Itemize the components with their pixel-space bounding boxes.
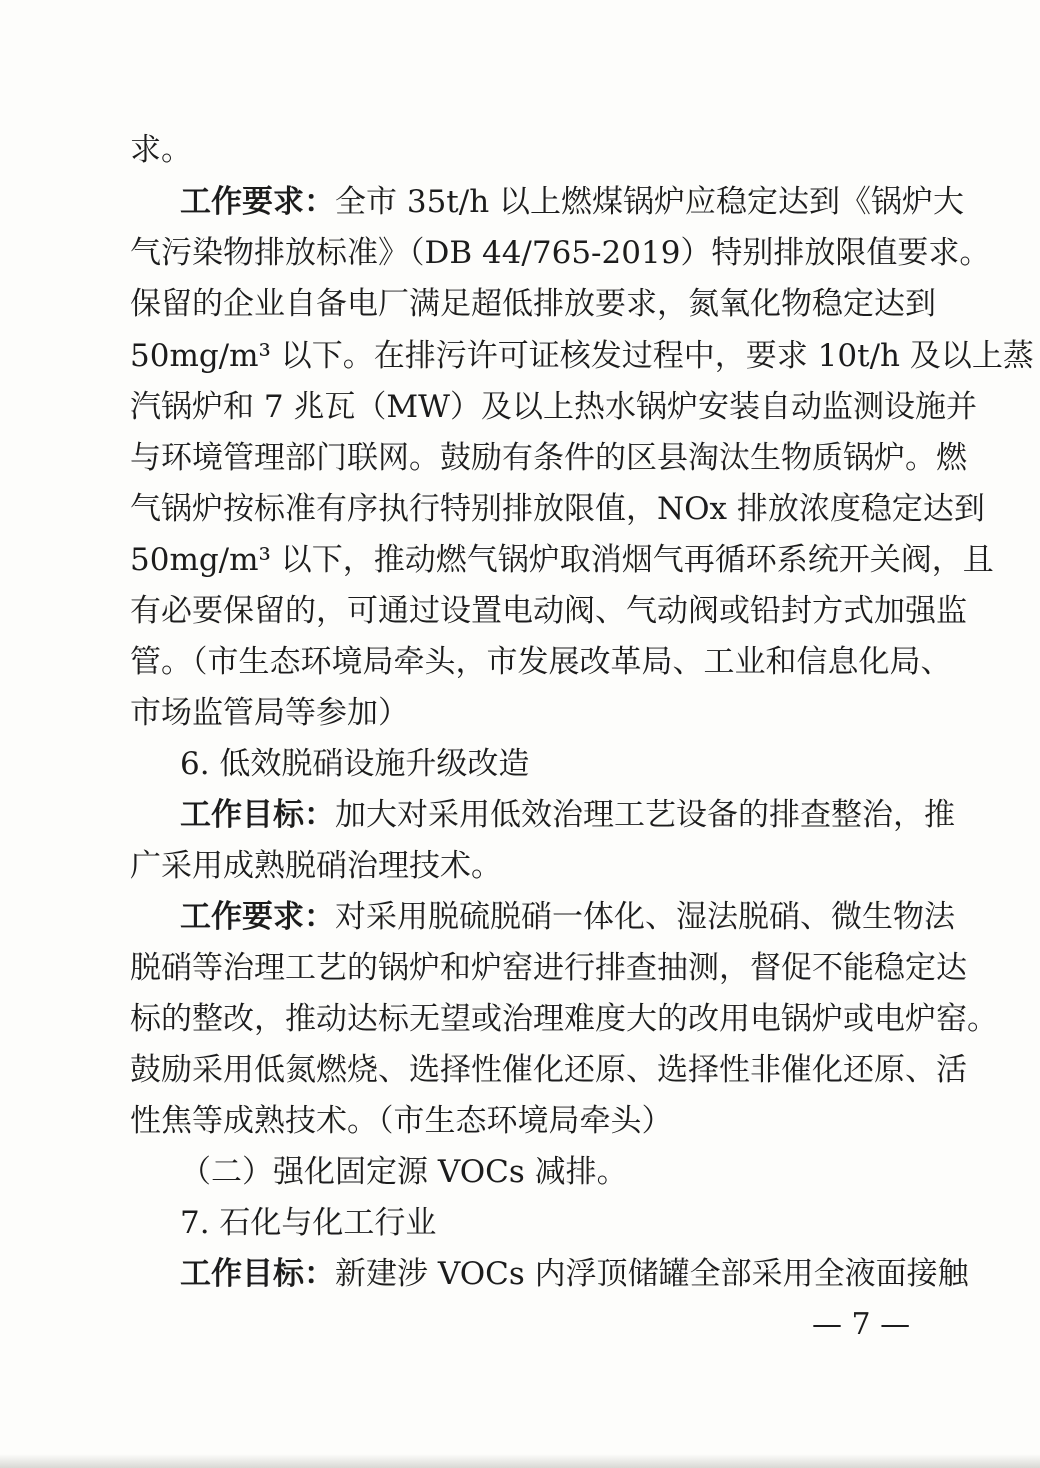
text-line: [130, 385, 978, 429]
bold-label: 工作目标：: [180, 797, 335, 833]
line-text: 气锅炉按标准有序执行特别排放限值，NOx 排放浓度稳定达到: [130, 491, 985, 527]
text-line: [130, 538, 994, 582]
text-line: [130, 128, 880, 172]
text-line: [180, 1252, 969, 1296]
text-line: [180, 742, 880, 786]
text-line: [180, 1201, 880, 1245]
text-line: [130, 691, 880, 735]
line-text: 汽锅炉和 7 兆瓦（MW）及以上热水锅炉安装自动监测设施并: [130, 389, 978, 425]
text-line: [130, 1099, 880, 1143]
line-text: 性焦等成熟技术。（市生态环境局牵头）: [130, 1103, 673, 1139]
text-line: [130, 1048, 967, 1092]
text-line: [130, 231, 991, 275]
text-line: [180, 180, 965, 224]
text-line: [130, 589, 967, 633]
line-text: 鼓励采用低氮燃烧、选择性催化还原、选择性非催化还原、活: [130, 1052, 967, 1088]
scan-edge-shadow: [0, 1454, 1040, 1468]
bold-label: 工作要求：: [180, 184, 335, 220]
text-line: [130, 997, 998, 1041]
text-line: [130, 334, 1034, 378]
line-text: 加大对采用低效治理工艺设备的排查整治，推: [335, 797, 955, 833]
line-text: 管。（市生态环境局牵头，市发展改革局、工业和信息化局、: [130, 644, 952, 680]
text-line: [180, 895, 955, 939]
line-text: 标的整改，推动达标无望或治理难度大的改用电锅炉或电炉窑。: [130, 1001, 998, 1037]
text-line: [130, 487, 985, 531]
text-line: [130, 436, 967, 480]
line-text: 与环境管理部门联网。鼓励有条件的区县淘汰生物质锅炉。燃: [130, 440, 967, 476]
line-text: 新建涉 VOCs 内浮顶储罐全部采用全液面接触: [335, 1256, 969, 1292]
bold-label: 工作目标：: [180, 1256, 335, 1292]
line-text: 气污染物排放标准》（DB 44/765-2019）特别排放限值要求。: [130, 235, 991, 271]
line-text: 对采用脱硫脱硝一体化、湿法脱硝、微生物法: [335, 899, 955, 935]
text-line: [130, 946, 967, 990]
line-text: 50mg/m³ 以下，推动燃气锅炉取消烟气再循环系统开关阀，且: [130, 542, 994, 578]
line-text: 6. 低效脱硝设施升级改造: [180, 746, 530, 782]
page-number: — 7 —: [812, 1307, 911, 1342]
line-text: 有必要保留的，可通过设置电动阀、气动阀或铅封方式加强监: [130, 593, 967, 629]
text-line: [130, 844, 880, 888]
line-text: 脱硝等治理工艺的锅炉和炉窑进行排查抽测，督促不能稳定达: [130, 950, 967, 986]
line-text: （二）强化固定源 VOCs 减排。: [180, 1154, 628, 1190]
line-text: 50mg/m³ 以下。在排污许可证核发过程中，要求 10t/h 及以上蒸: [130, 338, 1034, 374]
line-text: 市场监管局等参加）: [130, 695, 409, 731]
text-line: [180, 793, 955, 837]
text-line: [130, 640, 952, 684]
line-text: 保留的企业自备电厂满足超低排放要求，氮氧化物稳定达到: [130, 286, 936, 322]
line-text: 求。: [130, 132, 192, 168]
text-line: [180, 1150, 880, 1194]
line-text: 全市 35t/h 以上燃煤锅炉应稳定达到《锅炉大: [335, 184, 965, 220]
line-text: 广采用成熟脱硝治理技术。: [130, 848, 502, 884]
text-line: [130, 282, 936, 326]
bold-label: 工作要求：: [180, 899, 335, 935]
line-text: 7. 石化与化工行业: [180, 1205, 437, 1241]
